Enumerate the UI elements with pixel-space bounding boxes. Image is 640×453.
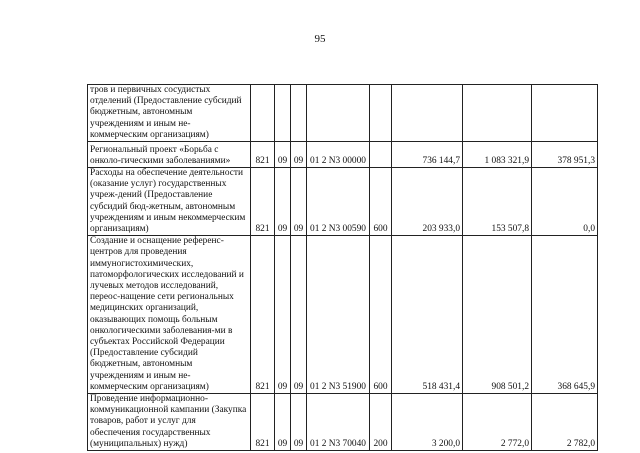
amount-year-1: 518 431,4 [392, 236, 463, 394]
amount-year-3: 0,0 [532, 168, 598, 236]
section-code: 09 [275, 168, 291, 236]
amount-year-2: 153 507,8 [463, 168, 532, 236]
subsection-code: 09 [291, 142, 307, 168]
expense-type-code: 600 [370, 168, 392, 236]
target-article-code: 01 2 N3 70040 [307, 394, 370, 451]
subsection-code: 09 [291, 236, 307, 394]
amount-year-2: 2 772,0 [463, 394, 532, 451]
section-code: 09 [275, 142, 291, 168]
expense-type-code: 200 [370, 394, 392, 451]
ved-code: 821 [251, 168, 275, 236]
amount-year-1: 736 144,7 [392, 142, 463, 168]
subsection-code: 09 [291, 394, 307, 451]
table-row [88, 142, 598, 168]
target-article-code: 01 2 N3 51900 [307, 236, 370, 394]
ved-code: 821 [251, 142, 275, 168]
amount-year-1: 3 200,0 [392, 394, 463, 451]
item-name: Проведение информационно-коммуникационной кампании (Закупка товаров, работ и услуг для обеспечения государственных (муниципальных) нужд) [88, 394, 251, 451]
item-name: тров и первичных сосудистых отделений (Предоставление субсидий бюджетным, автономным учреждениям и иным не-коммерческим организациям) [88, 85, 251, 142]
amount-year-3: 2 782,0 [532, 394, 598, 451]
ved-code [251, 85, 275, 142]
item-name: Расходы на обеспечение деятельности (оказание услуг) государственных учреж-дений (Предоставление субсидий бюд-жетным, автономным учреждениям и иным некоммерческим организациям) [88, 168, 251, 236]
amount-year-2: 908 501,2 [463, 236, 532, 394]
ved-code: 821 [251, 394, 275, 451]
table-row [88, 236, 598, 394]
subsection-code [291, 85, 307, 142]
section-code: 09 [275, 236, 291, 394]
target-article-code: 01 2 N3 00590 [307, 168, 370, 236]
expense-type-code [370, 85, 392, 142]
amount-year-3: 378 951,3 [532, 142, 598, 168]
amount-year-3 [532, 85, 598, 142]
target-article-code [307, 85, 370, 142]
ved-code: 821 [251, 236, 275, 394]
subsection-code: 09 [291, 168, 307, 236]
table-row [88, 85, 598, 142]
expense-type-code [370, 142, 392, 168]
amount-year-2: 1 083 321,9 [463, 142, 532, 168]
expense-type-code: 600 [370, 236, 392, 394]
page-number: 95 [314, 33, 326, 45]
target-article-code: 01 2 N3 00000 [307, 142, 370, 168]
section-code: 09 [275, 394, 291, 451]
amount-year-1 [392, 85, 463, 142]
item-name: Региональный проект «Борьба с онколо-гическими заболеваниями» [88, 142, 251, 168]
amount-year-1: 203 933,0 [392, 168, 463, 236]
table-row [88, 394, 598, 451]
amount-year-3: 368 645,9 [532, 236, 598, 394]
budget-table [87, 84, 598, 451]
item-name: Создание и оснащение референс-центров для проведения иммуногистохимических, патоморфологических исследований и лучевых методов исследований, переос-нащение сети региональных медицинских организаций, оказывающих помощь больным онкологическими заболевания-ми в субъектах Российской Федерации (Предоставление субсидий бюджетным, автономным учреждениям и иным не-коммерческим организациям) [88, 236, 251, 394]
table-row [88, 168, 598, 236]
section-code [275, 85, 291, 142]
amount-year-2 [463, 85, 532, 142]
